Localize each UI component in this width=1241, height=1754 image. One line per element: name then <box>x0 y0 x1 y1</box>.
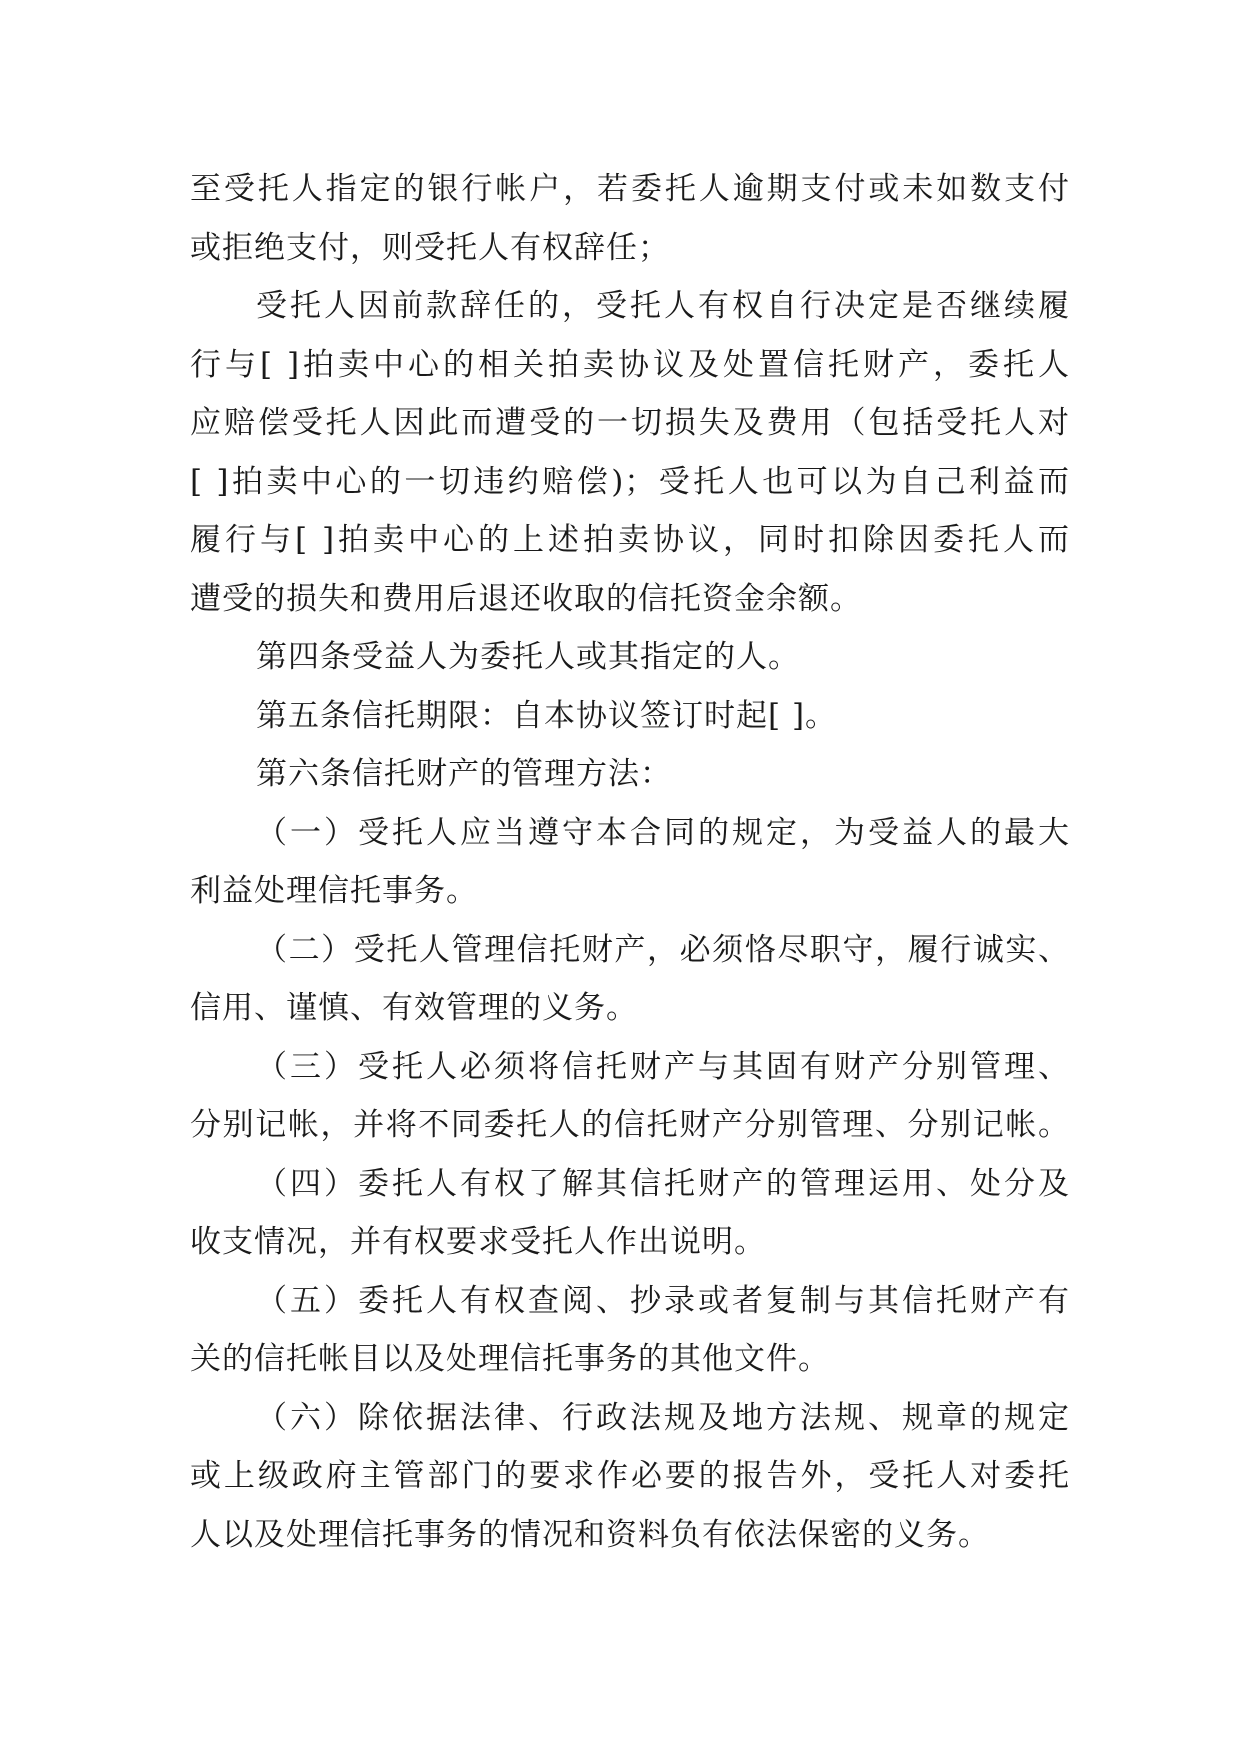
text-line: 或拒绝支付，则受托人有权辞任； <box>190 229 670 266</box>
text-line: 关的信托帐目以及处理信托事务的其他文件。 <box>190 1341 830 1377</box>
document-body <box>190 160 1070 1564</box>
text-line: 第五条信托期限：自本协议签订时起[ ]。 <box>256 697 838 734</box>
text-line: 信用、谨慎、有效管理的义务。 <box>190 990 638 1026</box>
text-line: （二）受托人管理信托财产，必须恪尽职守，履行诚实、 <box>256 931 1070 968</box>
text-line: （一）受托人应当遵守本合同的规定，为受益人的最大 <box>256 814 1070 851</box>
text-line: 或上级政府主管部门的要求作必要的报告外，受托人对委托 <box>190 1458 1070 1494</box>
text-line: 第六条信托财产的管理方法： <box>256 756 672 792</box>
text-line: 分别记帐，并将不同委托人的信托财产分别管理、分别记帐。 <box>190 1107 1070 1143</box>
text-line: （五）委托人有权查阅、抄录或者复制与其信托财产有 <box>256 1282 1070 1319</box>
text-line: （四）委托人有权了解其信托财产的管理运用、处分及 <box>256 1165 1070 1202</box>
text-line: [ ]拍卖中心的一切违约赔偿)；受托人也可以为自己利益而 <box>190 463 1070 500</box>
text-line: 行与[ ]拍卖中心的相关拍卖协议及处置信托财产，委托人 <box>190 346 1070 383</box>
text-line: 收支情况，并有权要求受托人作出说明。 <box>190 1224 766 1260</box>
text-line: 应赔偿受托人因此而遭受的一切损失及费用（包括受托人对 <box>190 405 1070 441</box>
text-line: （三）受托人必须将信托财产与其固有财产分别管理、 <box>256 1048 1070 1085</box>
text-line: 至受托人指定的银行帐户，若委托人逾期支付或未如数支付 <box>190 171 1070 207</box>
text-line: 人以及处理信托事务的情况和资料负有依法保密的义务。 <box>190 1516 990 1553</box>
text-line: 履行与[ ]拍卖中心的上述拍卖协议，同时扣除因委托人而 <box>190 522 1070 558</box>
text-line: 利益处理信托事务。 <box>190 873 478 909</box>
text-line: 受托人因前款辞任的，受托人有权自行决定是否继续履 <box>256 288 1070 324</box>
text-line: 遭受的损失和费用后退还收取的信托资金余额。 <box>190 580 862 617</box>
text-line: （六）除依据法律、行政法规及地方法规、规章的规定 <box>256 1399 1070 1436</box>
text-line: 第四条受益人为委托人或其指定的人。 <box>256 639 800 675</box>
